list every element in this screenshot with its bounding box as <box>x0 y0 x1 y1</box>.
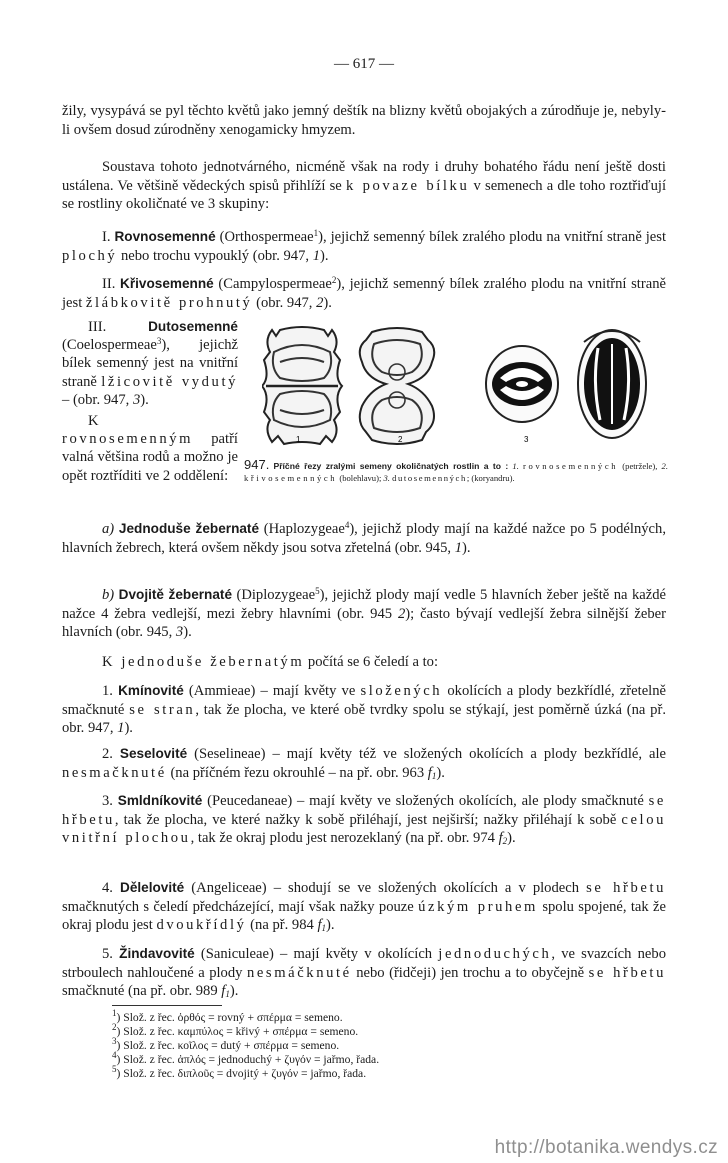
group-rovnosemenne: I. Rovnosemenné (Orthospermeae$^1$), jejichž semenný bílek zralého plodu na vnitřní straně jest plochý nebo trochu vypouklý (obr. 947, 1). <box>62 228 666 264</box>
family-seselovite: 2. Seselovité (Seselineae) – mají květy též ve složených okolících a plody bezkřídlé, ale nesmačknuté (na příčném řezu okrouhlé – na př. obr. 963 $f_1$). <box>62 746 666 781</box>
family-zindavovite: 5. Žindavovité (Saniculeae) – mají květy v okolících jednoduchých, ve svazcích nebo strboulech nahloučené a plody nesmáčknuté nebo (řidčeji) jen trochu a to obyčejně se hřbetu smačknuté (na př. obr. 989 $f_1$). <box>62 946 666 1000</box>
group-krivosemenne: II. Křivosemenné (Campylospermeae$^2$), jejichž semenný bílek zralého plodu na vnitřní straně jest žlábkovitě prohnutý (obr. 947, 2). <box>62 275 666 311</box>
family-name: Žindavovité <box>119 946 195 961</box>
figure-label-3: 3 <box>524 435 529 444</box>
seed-cross-section-2 <box>360 328 435 444</box>
family-name: Dělelovité <box>120 880 185 895</box>
footnote-3: $^3$) Slož. z řec. κοῖλος = dutý + σπέρμα = semeno. <box>112 1035 340 1052</box>
family-dehelovite: 4. Dělelovité (Angeliceae) – shodují se ve složených okolících a v plodech se hřbetu smačknutých s čeledí předcházející, mají však nažky pouze úzkým pruhem spolu spojené, tak že okraj plodu jest dvoukřídlý (na př. 984 $f_1$). <box>62 880 667 934</box>
family-name: Seselovité <box>119 746 188 761</box>
family-smldnikovite: 3. Smldníkovité (Peucedaneae) – mají květy ve složených okolících, ale plody smačknuté se hřbetu, tak že plocha, ve které nažky k sobě přiléhají, jest nejširší; nažky přiléhají k sobě celou vnitřní plochou, tak že okraj plodu jest nerozeklaný (na př. obr. 974 $f_2$). <box>62 793 666 847</box>
paragraph-text: žily, vysypává se pyl těchto květů jako jemný deštík na blizny květů obojakých a zúrodňuje je, nebyly-li ovšem dosud zúrodněny xenogamicky hmyzem. <box>62 103 666 138</box>
group-name: Rovnosemenné <box>114 229 216 244</box>
seed-cross-section-3a <box>486 346 558 444</box>
paragraph-pollination <box>62 102 666 139</box>
paragraph-six-families: K jednoduše žebernatým počítá se 6 čeledí a to: <box>102 654 439 670</box>
family-name: Kmínovité <box>118 683 184 698</box>
footnotes <box>112 1008 632 1081</box>
family-kminovite: 1. Kmínovité (Ammieae) – mají květy ve složených okolících a plody bezkřídlé, zřetelně smačknuté se stran, tak že plocha, ve které obě tvrdky spolu se stýkají, jest poměrně úzká (na př. obr. 947, 1). <box>62 683 666 737</box>
group-dutosemenne: III. Dutosemenné (Coelospermeae$^3$), jejichž bílek semenný jest na vnitřní straně lžicovitě vydutý – (obr. 947, 3). <box>62 319 238 408</box>
group-name: Křivosemenné <box>120 276 214 291</box>
footnote-5: $^5$) Slož. z řec. διπλοῦς = dvojitý + ζυγόν = jařmo, řada. <box>112 1063 367 1080</box>
footnote-1: $^1$) Slož. z řec. ὀρθός = rovný + σπέρμα = semeno. <box>112 1008 343 1024</box>
page-number: — 617 — <box>334 56 394 72</box>
figure-label-1: 1 <box>296 435 301 444</box>
footnote-2: $^2$) Slož. z řec. καμπύλος = křivý + σπέρμα = semeno. <box>112 1021 359 1038</box>
figure-number: 947. <box>244 457 270 472</box>
division-name: Jednoduše žebernaté <box>118 521 260 536</box>
paragraph-rovnosemenne-division: K rovnosemenným patří valná většina rodů a možno je opět roztříditi ve 2 oddělení: <box>62 413 238 484</box>
seed-cross-section-3b <box>578 330 646 438</box>
seed-cross-section-1 <box>262 327 342 444</box>
footnote-divider <box>112 1005 222 1006</box>
division-name: Dvojitě žebernaté <box>118 587 233 602</box>
division-jednoduse-zebernate: a) Jednoduše žebernaté (Haplozygeae$^4$), jejichž plody mají na každé nažce po 5 podélných, hlavních žebrech, která ovšem někdy jsou sotva zřetelná (obr. 945, 1). <box>62 520 666 556</box>
group-name: Dutosemenné <box>148 319 238 334</box>
figure-label-2: 2 <box>398 435 403 444</box>
figure-caption: 947. Příčné řezy zralými semeny okoličnatých rostlin a to : 1. rovnosemenných (petržele), 2. křivosemenných (bolehlavu); 3. dutosemenných; (koryandru). <box>244 457 668 483</box>
division-dvojite-zebernate: b) Dvojitě žebernaté (Diplozygeae$^5$), jejichž plody mají vedle 5 hlavních žeber ještě na každé nažce 4 žebra vedlejší, mezi žebry hlavními (obr. 945 2); často bývají vedlejší žebra silnější žeber hlavních (obr. 945, 3). <box>62 586 666 641</box>
family-name: Smldníkovité <box>117 793 203 808</box>
figure-947 <box>262 322 672 452</box>
paragraph-classification: Soustava tohoto jednotvárného, nicméně však na rody i druhy bohatého řádu není ještě dosti ustálena. Ve většině vědeckých spisů přihlíží se k povaze bílku v semenech a dle toho roztřiďují se rostliny okoličnaté ve 3 skupiny: <box>62 159 667 213</box>
left-column <box>62 318 238 485</box>
footnote-4: $^4$) Slož. z řec. ἁπλός = jednoduchý + ζυγόν = jařmo, řada. <box>112 1049 380 1066</box>
watermark-url: http://botanika.wendys.cz <box>494 1137 718 1158</box>
